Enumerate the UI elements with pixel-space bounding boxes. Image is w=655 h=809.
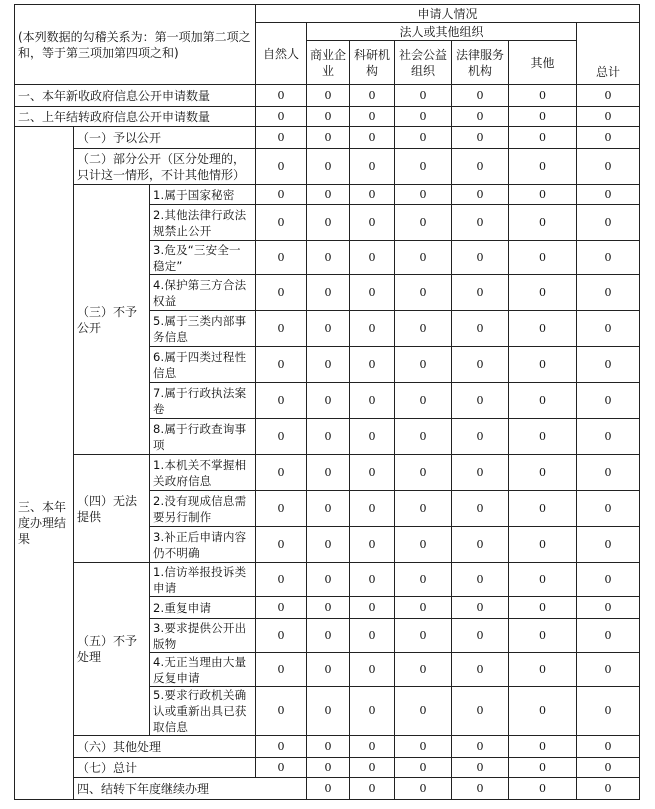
value-cell: 0 bbox=[577, 205, 640, 241]
value-cell: 0 bbox=[256, 85, 307, 107]
value-cell: 0 bbox=[307, 149, 350, 185]
table-row bbox=[15, 149, 640, 185]
header-natural-person: 自然人 bbox=[256, 23, 307, 85]
value-cell: 0 bbox=[307, 758, 350, 778]
value-cell: 0 bbox=[350, 205, 395, 241]
value-cell: 0 bbox=[350, 597, 395, 619]
sub-item-label: 8.属于行政查询事项 bbox=[150, 419, 256, 455]
value-cell: 0 bbox=[350, 758, 395, 778]
value-cell: 0 bbox=[395, 778, 452, 800]
value-cell: 0 bbox=[350, 275, 395, 311]
value-cell: 0 bbox=[509, 758, 577, 778]
value-cell: 0 bbox=[307, 687, 350, 736]
value-cell: 0 bbox=[395, 241, 452, 275]
value-cell: 0 bbox=[350, 653, 395, 687]
value-cell: 0 bbox=[509, 85, 577, 107]
value-cell: 0 bbox=[256, 241, 307, 275]
value-cell: 0 bbox=[307, 736, 350, 758]
value-cell: 0 bbox=[577, 687, 640, 736]
value-cell: 0 bbox=[256, 311, 307, 347]
table-row bbox=[15, 736, 640, 758]
value-cell: 0 bbox=[452, 778, 509, 800]
sub-item-label: 7.属于行政执法案卷 bbox=[150, 383, 256, 419]
value-cell: 0 bbox=[256, 149, 307, 185]
value-cell: 0 bbox=[509, 275, 577, 311]
value-cell: 0 bbox=[350, 736, 395, 758]
value-cell: 0 bbox=[395, 687, 452, 736]
table-row bbox=[15, 455, 640, 491]
value-cell: 0 bbox=[395, 653, 452, 687]
value-cell: 0 bbox=[256, 597, 307, 619]
value-cell: 0 bbox=[577, 185, 640, 205]
sub-item-label: 4.保护第三方合法权益 bbox=[150, 275, 256, 311]
value-cell: 0 bbox=[256, 687, 307, 736]
value-cell: 0 bbox=[350, 107, 395, 127]
value-cell: 0 bbox=[452, 205, 509, 241]
value-cell: 0 bbox=[307, 619, 350, 653]
value-cell: 0 bbox=[395, 275, 452, 311]
value-cell: 0 bbox=[395, 85, 452, 107]
value-cell: 0 bbox=[307, 85, 350, 107]
sub-item-label: 2.没有现成信息需要另行制作 bbox=[150, 491, 256, 527]
value-cell: 0 bbox=[577, 149, 640, 185]
value-cell: 0 bbox=[452, 85, 509, 107]
value-cell: 0 bbox=[256, 455, 307, 491]
value-cell: 0 bbox=[577, 383, 640, 419]
row-carry-forward-label: 四、结转下年度继续办理 bbox=[74, 778, 307, 800]
value-cell: 0 bbox=[509, 597, 577, 619]
value-cell: 0 bbox=[256, 563, 307, 597]
section-results-label: 三、本年度办理结果 bbox=[15, 127, 74, 800]
value-cell: 0 bbox=[395, 107, 452, 127]
value-cell: 0 bbox=[509, 736, 577, 758]
value-cell: 0 bbox=[395, 127, 452, 149]
value-cell: 0 bbox=[577, 275, 640, 311]
value-cell: 0 bbox=[350, 347, 395, 383]
value-cell: 0 bbox=[452, 455, 509, 491]
value-cell: 0 bbox=[307, 205, 350, 241]
value-cell: 0 bbox=[577, 311, 640, 347]
table-row bbox=[15, 127, 640, 149]
value-cell: 0 bbox=[452, 127, 509, 149]
group-not-processed-label: （五）不予处理 bbox=[74, 563, 150, 736]
header-social: 社会公益组织 bbox=[395, 41, 452, 85]
value-cell: 0 bbox=[395, 491, 452, 527]
value-cell: 0 bbox=[577, 778, 640, 800]
value-cell: 0 bbox=[452, 275, 509, 311]
value-cell: 0 bbox=[256, 619, 307, 653]
value-cell: 0 bbox=[577, 758, 640, 778]
value-cell: 0 bbox=[350, 527, 395, 563]
value-cell: 0 bbox=[307, 778, 350, 800]
value-cell: 0 bbox=[307, 127, 350, 149]
header-legal-service: 法律服务机构 bbox=[452, 41, 509, 85]
value-cell: 0 bbox=[307, 491, 350, 527]
header-total: 总计 bbox=[577, 23, 640, 85]
value-cell: 0 bbox=[256, 185, 307, 205]
value-cell: 0 bbox=[509, 527, 577, 563]
value-cell: 0 bbox=[577, 419, 640, 455]
header-applicant-group: 申请人情况 bbox=[256, 5, 640, 23]
value-cell: 0 bbox=[307, 383, 350, 419]
value-cell: 0 bbox=[577, 107, 640, 127]
value-cell: 0 bbox=[452, 758, 509, 778]
value-cell: 0 bbox=[256, 736, 307, 758]
row-subtotal-label: （七）总计 bbox=[74, 758, 256, 778]
value-cell: 0 bbox=[452, 687, 509, 736]
value-cell: 0 bbox=[350, 85, 395, 107]
value-cell: 0 bbox=[577, 619, 640, 653]
header-research: 科研机构 bbox=[350, 41, 395, 85]
value-cell: 0 bbox=[577, 563, 640, 597]
value-cell: 0 bbox=[509, 778, 577, 800]
value-cell: 0 bbox=[577, 347, 640, 383]
header-other: 其他 bbox=[509, 41, 577, 85]
row-new-requests-label: 一、本年新收政府信息公开申请数量 bbox=[15, 85, 256, 107]
table-row bbox=[15, 563, 640, 597]
value-cell: 0 bbox=[452, 149, 509, 185]
value-cell: 0 bbox=[350, 185, 395, 205]
value-cell: 0 bbox=[350, 241, 395, 275]
value-cell: 0 bbox=[350, 619, 395, 653]
header-commercial: 商业企业 bbox=[307, 41, 350, 85]
value-cell: 0 bbox=[350, 563, 395, 597]
value-cell: 0 bbox=[452, 383, 509, 419]
value-cell: 0 bbox=[509, 127, 577, 149]
value-cell: 0 bbox=[307, 107, 350, 127]
value-cell: 0 bbox=[452, 597, 509, 619]
value-cell: 0 bbox=[307, 527, 350, 563]
value-cell: 0 bbox=[509, 347, 577, 383]
value-cell: 0 bbox=[577, 653, 640, 687]
value-cell: 0 bbox=[256, 383, 307, 419]
value-cell: 0 bbox=[452, 527, 509, 563]
value-cell: 0 bbox=[509, 419, 577, 455]
value-cell: 0 bbox=[395, 383, 452, 419]
value-cell: 0 bbox=[307, 597, 350, 619]
value-cell: 0 bbox=[452, 563, 509, 597]
value-cell: 0 bbox=[395, 311, 452, 347]
value-cell: 0 bbox=[509, 241, 577, 275]
value-cell: 0 bbox=[350, 687, 395, 736]
value-cell: 0 bbox=[395, 563, 452, 597]
value-cell: 0 bbox=[452, 185, 509, 205]
row-disclosed-label: （一）予以公开 bbox=[74, 127, 256, 149]
table-row bbox=[15, 107, 640, 127]
value-cell: 0 bbox=[395, 736, 452, 758]
value-cell: 0 bbox=[307, 563, 350, 597]
value-cell: 0 bbox=[256, 527, 307, 563]
value-cell: 0 bbox=[577, 85, 640, 107]
value-cell: 0 bbox=[350, 383, 395, 419]
value-cell: 0 bbox=[350, 419, 395, 455]
value-cell: 0 bbox=[452, 619, 509, 653]
value-cell: 0 bbox=[395, 455, 452, 491]
value-cell: 0 bbox=[509, 563, 577, 597]
value-cell: 0 bbox=[509, 107, 577, 127]
row-partial-disclosed-label: （二）部分公开（区分处理的，只计这一情形，不计其他情形） bbox=[74, 149, 256, 185]
value-cell: 0 bbox=[509, 455, 577, 491]
value-cell: 0 bbox=[452, 736, 509, 758]
sub-item-label: 6.属于四类过程性信息 bbox=[150, 347, 256, 383]
value-cell: 0 bbox=[395, 185, 452, 205]
value-cell: 0 bbox=[256, 491, 307, 527]
value-cell: 0 bbox=[307, 241, 350, 275]
header-legal-group: 法人或其他组织 bbox=[307, 23, 577, 41]
value-cell: 0 bbox=[307, 347, 350, 383]
table-row bbox=[15, 758, 640, 778]
group-cannot-provide-label: （四）无法提供 bbox=[74, 455, 150, 563]
sub-item-label: 3.补正后申请内容仍不明确 bbox=[150, 527, 256, 563]
value-cell: 0 bbox=[395, 527, 452, 563]
value-cell: 0 bbox=[577, 455, 640, 491]
sub-item-label: 3.要求提供公开出版物 bbox=[150, 619, 256, 653]
value-cell: 0 bbox=[307, 185, 350, 205]
value-cell: 0 bbox=[256, 758, 307, 778]
value-cell: 0 bbox=[307, 311, 350, 347]
value-cell: 0 bbox=[452, 311, 509, 347]
value-cell: 0 bbox=[395, 205, 452, 241]
table-row bbox=[15, 85, 640, 107]
value-cell: 0 bbox=[395, 419, 452, 455]
header-note: (本列数据的勾稽关系为：第一项加第二项之和，等于第三项加第四项之和) bbox=[15, 5, 256, 85]
sub-item-label: 1.信访举报投诉类申请 bbox=[150, 563, 256, 597]
value-cell: 0 bbox=[452, 347, 509, 383]
sub-item-label: 1.本机关不掌握相关政府信息 bbox=[150, 455, 256, 491]
value-cell: 0 bbox=[509, 619, 577, 653]
value-cell: 0 bbox=[509, 653, 577, 687]
value-cell: 0 bbox=[307, 455, 350, 491]
value-cell: 0 bbox=[577, 527, 640, 563]
value-cell: 0 bbox=[577, 736, 640, 758]
value-cell: 0 bbox=[395, 619, 452, 653]
value-cell: 0 bbox=[350, 455, 395, 491]
value-cell: 0 bbox=[256, 653, 307, 687]
value-cell: 0 bbox=[350, 311, 395, 347]
value-cell: 0 bbox=[350, 149, 395, 185]
value-cell: 0 bbox=[395, 597, 452, 619]
row-other-processing-label: （六）其他处理 bbox=[74, 736, 256, 758]
value-cell: 0 bbox=[395, 149, 452, 185]
value-cell: 0 bbox=[509, 185, 577, 205]
value-cell: 0 bbox=[256, 275, 307, 311]
value-cell: 0 bbox=[350, 778, 395, 800]
value-cell: 0 bbox=[307, 419, 350, 455]
value-cell: 0 bbox=[395, 758, 452, 778]
sub-item-label: 3.危及“三安全一稳定” bbox=[150, 241, 256, 275]
value-cell: 0 bbox=[509, 491, 577, 527]
value-cell: 0 bbox=[509, 311, 577, 347]
value-cell: 0 bbox=[307, 653, 350, 687]
sub-item-label: 2.重复申请 bbox=[150, 597, 256, 619]
value-cell: 0 bbox=[256, 107, 307, 127]
value-cell: 0 bbox=[577, 127, 640, 149]
value-cell: 0 bbox=[509, 687, 577, 736]
value-cell: 0 bbox=[509, 205, 577, 241]
value-cell: 0 bbox=[256, 127, 307, 149]
value-cell: 0 bbox=[256, 347, 307, 383]
value-cell: 0 bbox=[452, 491, 509, 527]
disclosure-stats-table bbox=[14, 4, 640, 800]
value-cell: 0 bbox=[577, 491, 640, 527]
sub-item-label: 5.属于三类内部事务信息 bbox=[150, 311, 256, 347]
value-cell: 0 bbox=[395, 347, 452, 383]
value-cell: 0 bbox=[452, 653, 509, 687]
value-cell: 0 bbox=[452, 241, 509, 275]
value-cell: 0 bbox=[350, 491, 395, 527]
sub-item-label: 1.属于国家秘密 bbox=[150, 185, 256, 205]
value-cell: 0 bbox=[452, 107, 509, 127]
value-cell: 0 bbox=[256, 205, 307, 241]
sub-item-label: 4.无正当理由大量反复申请 bbox=[150, 653, 256, 687]
table-row bbox=[15, 185, 640, 205]
row-carried-over-label: 二、上年结转政府信息公开申请数量 bbox=[15, 107, 256, 127]
value-cell: 0 bbox=[256, 419, 307, 455]
value-cell: 0 bbox=[509, 149, 577, 185]
table-row bbox=[15, 778, 640, 800]
group-not-disclosed-label: （三）不予公开 bbox=[74, 185, 150, 455]
value-cell: 0 bbox=[509, 383, 577, 419]
value-cell: 0 bbox=[577, 241, 640, 275]
value-cell: 0 bbox=[307, 275, 350, 311]
sub-item-label: 2.其他法律行政法规禁止公开 bbox=[150, 205, 256, 241]
sub-item-label: 5.要求行政机关确认或重新出具已获取信息 bbox=[150, 687, 256, 736]
value-cell: 0 bbox=[452, 419, 509, 455]
value-cell: 0 bbox=[350, 127, 395, 149]
value-cell: 0 bbox=[577, 597, 640, 619]
